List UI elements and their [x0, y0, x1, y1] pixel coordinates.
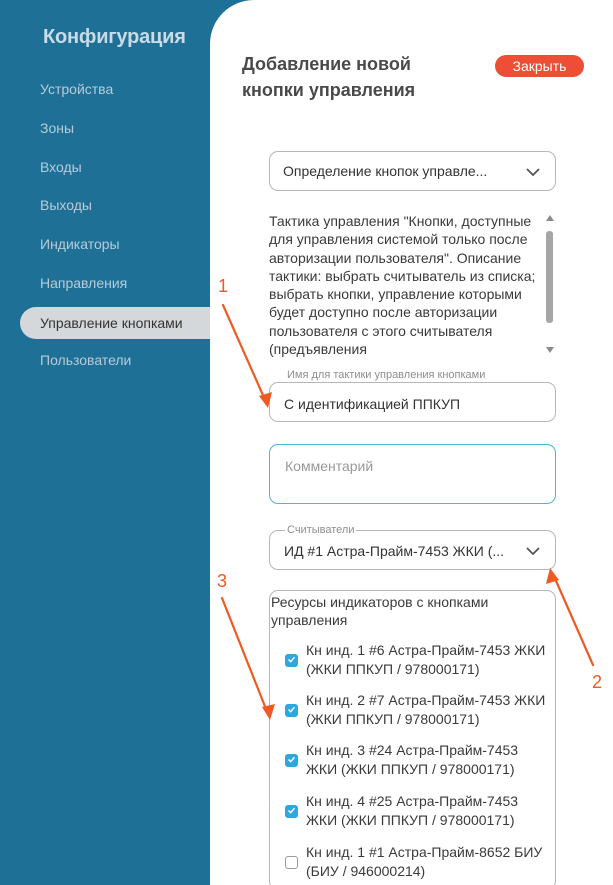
- checkbox-checked-icon[interactable]: [285, 704, 298, 717]
- scroll-down-icon[interactable]: [546, 347, 554, 353]
- scrollbar-thumb[interactable]: [546, 231, 553, 323]
- resource-label: Кн инд. 3 #24 Астра-Прайм-7453 ЖКИ (ЖКИ ППКУП / 978000171): [306, 742, 519, 777]
- checkbox-checked-icon[interactable]: [285, 654, 298, 667]
- close-button[interactable]: Закрыть: [495, 55, 584, 77]
- sidebar-title: Конфигурация: [43, 26, 186, 48]
- sidebar-item-users[interactable]: Пользователи: [40, 352, 132, 368]
- checkbox-checked-icon[interactable]: [285, 754, 298, 767]
- readers-label: Считыватели: [287, 524, 355, 536]
- readers-select[interactable]: [269, 524, 556, 570]
- sidebar-item-devices[interactable]: Устройства: [40, 81, 114, 97]
- sidebar-item-outputs[interactable]: Выходы: [40, 197, 92, 213]
- tactic-description-text: Тактика управления "Кнопки, доступные для управления системой только после авторизации пользователя". Описание тактики: выбрать считыватель из списка; выбрать кнопки, управление которыми будет доступно после авторизации пользователя с этого считывателя (предъявления: [269, 213, 536, 358]
- annotation-number-3: 3: [217, 571, 228, 591]
- sidebar-item-indicators[interactable]: Индикаторы: [40, 236, 120, 252]
- resources-list: [269, 590, 556, 885]
- annotation-number-2: 2: [592, 672, 603, 692]
- scroll-up-icon[interactable]: [546, 215, 554, 221]
- tactic-name-label: Имя для тактики управления кнопками: [287, 369, 486, 381]
- sidebar-item-inputs[interactable]: Входы: [40, 159, 82, 175]
- tactic-description: [269, 212, 556, 358]
- panel-title: Добавление новой кнопки управления: [242, 54, 416, 100]
- comment-placeholder: Комментарий: [285, 458, 374, 474]
- resource-label: Кн инд. 4 #25 Астра-Прайм-7453 ЖКИ (ЖКИ ППКУП / 978000171): [306, 793, 519, 828]
- tactic-select[interactable]: [269, 151, 556, 191]
- chevron-down-icon: [525, 164, 541, 180]
- checkbox-unchecked-icon[interactable]: [285, 856, 298, 869]
- tactic-name-field[interactable]: [269, 369, 556, 422]
- sidebar-item-button-control[interactable]: Управление кнопками: [20, 307, 220, 339]
- readers-select-value: ИД #1 Астра-Прайм-7453 ЖКИ (...: [284, 543, 505, 559]
- checkbox-checked-icon[interactable]: [285, 805, 298, 818]
- chevron-down-icon: [525, 543, 541, 559]
- tactic-select-value: Определение кнопок управле...: [283, 163, 488, 179]
- tactic-name-value: С идентификацией ППКУП: [284, 396, 461, 412]
- resource-label: Кн инд. 2 #7 Астра-Прайм-7453 ЖКИ (ЖКИ ППКУП / 978000171): [306, 692, 546, 727]
- add-button-panel: [210, 0, 613, 885]
- resources-header: Ресурсы индикаторов с кнопками управления: [271, 594, 489, 629]
- resource-label: Кн инд. 1 #6 Астра-Прайм-7453 ЖКИ (ЖКИ ППКУП / 978000171): [306, 642, 546, 677]
- resource-label: Кн инд. 1 #1 Астра-Прайм-8652 БИУ (БИУ / 946000214): [306, 844, 543, 879]
- comment-field[interactable]: [269, 444, 556, 504]
- sidebar-item-directions[interactable]: Направления: [40, 275, 128, 291]
- sidebar-item-zones[interactable]: Зоны: [40, 120, 75, 136]
- annotation-number-1: 1: [218, 276, 229, 296]
